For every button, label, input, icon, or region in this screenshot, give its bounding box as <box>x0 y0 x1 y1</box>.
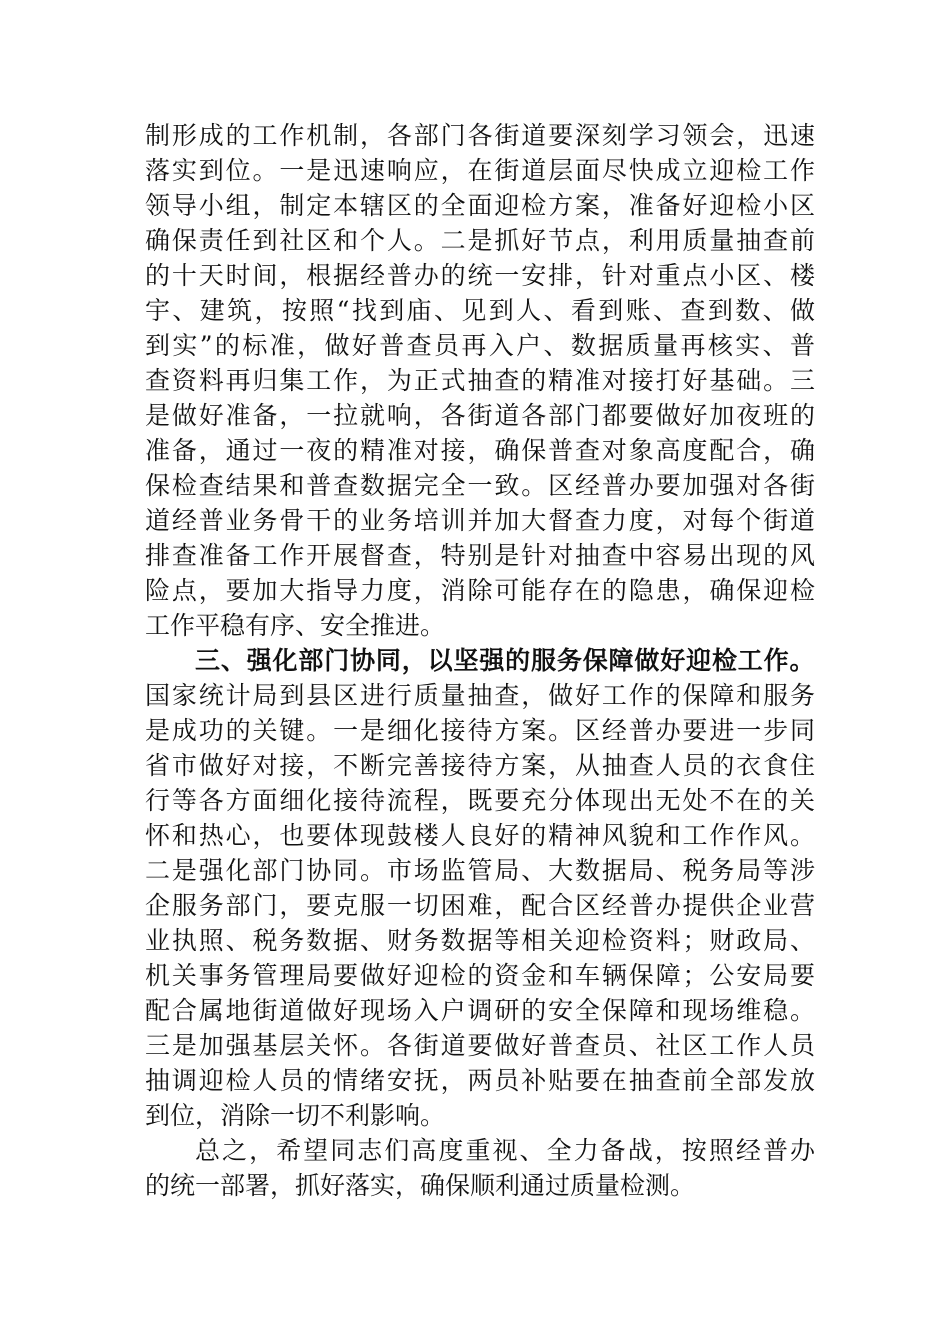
body-text-line: 制形成的工作机制，各部门各街道要深刻学习领会，迅速 <box>145 121 815 150</box>
body-text-line: 道经普业务骨干的业务培训并加大督查力度，对每个街道 <box>145 506 815 535</box>
body-text-line: 到实”的标准，做好普查员再入户、数据质量再核实、普 <box>145 331 815 360</box>
body-text-line: 企服务部门，要克服一切困难，配合区经普办提供企业营 <box>145 891 815 920</box>
body-text-line: 业执照、税务数据、财务数据等相关迎检资料；财政局、 <box>145 926 815 955</box>
body-text-line: 怀和热心，也要体现鼓楼人良好的精神风貌和工作作风。 <box>145 821 815 850</box>
body-text-line: 国家统计局到县区进行质量抽查，做好工作的保障和服务 <box>145 681 815 710</box>
body-text-line: 的统一部署，抓好落实，确保顺利通过质量检测。 <box>145 1171 696 1200</box>
body-text-line: 领导小组，制定本辖区的全面迎检方案，准备好迎检小区 <box>145 191 815 220</box>
body-text-line: 行等各方面细化接待流程，既要充分体现出无处不在的关 <box>145 786 815 815</box>
body-text-line: 配合属地街道做好现场入户调研的安全保障和现场维稳。 <box>145 996 815 1025</box>
body-text-line: 三是加强基层关怀。各街道要做好普查员、社区工作人员 <box>145 1031 815 1060</box>
body-text-line: 查资料再归集工作，为正式抽查的精准对接打好基础。三 <box>145 366 815 395</box>
body-text-line: 省市做好对接，不断完善接待方案，从抽查人员的衣食住 <box>145 751 815 780</box>
body-text-line: 宇、建筑，按照“找到庙、见到人、看到账、查到数、做 <box>145 296 815 325</box>
body-text-line: 的十天时间，根据经普办的统一安排，针对重点小区、楼 <box>145 261 815 290</box>
body-text-line: 确保责任到社区和个人。二是抓好节点，利用质量抽查前 <box>145 226 815 255</box>
body-text-line: 准备，通过一夜的精准对接，确保普查对象高度配合，确 <box>145 436 815 465</box>
body-text-line: 是成功的关键。一是细化接待方案。区经普办要进一步同 <box>145 716 815 745</box>
body-text-line: 总之，希望同志们高度重视、全力备战，按照经普办 <box>195 1136 815 1165</box>
body-text-line: 工作平稳有序、安全推进。 <box>145 611 446 640</box>
body-text-line: 险点，要加大指导力度，消除可能存在的隐患，确保迎检 <box>145 576 815 605</box>
section-heading: 三、强化部门协同，以坚强的服务保障做好迎检工作。 <box>195 646 815 675</box>
body-text-line: 二是强化部门协同。市场监管局、大数据局、税务局等涉 <box>145 856 815 885</box>
body-text-line: 机关事务管理局要做好迎检的资金和车辆保障；公安局要 <box>145 961 815 990</box>
body-text-line: 排查准备工作开展督查，特别是针对抽查中容易出现的风 <box>145 541 815 570</box>
body-text-line: 抽调迎检人员的情绪安抚，两员补贴要在抽查前全部发放 <box>145 1066 815 1095</box>
body-text-line: 保检查结果和普查数据完全一致。区经普办要加强对各街 <box>145 471 815 500</box>
body-text-line: 落实到位。一是迅速响应，在街道层面尽快成立迎检工作 <box>145 156 815 185</box>
body-text-line: 是做好准备，一拉就响，各街道各部门都要做好加夜班的 <box>145 401 815 430</box>
body-text-line: 到位，消除一切不利影响。 <box>145 1101 446 1130</box>
